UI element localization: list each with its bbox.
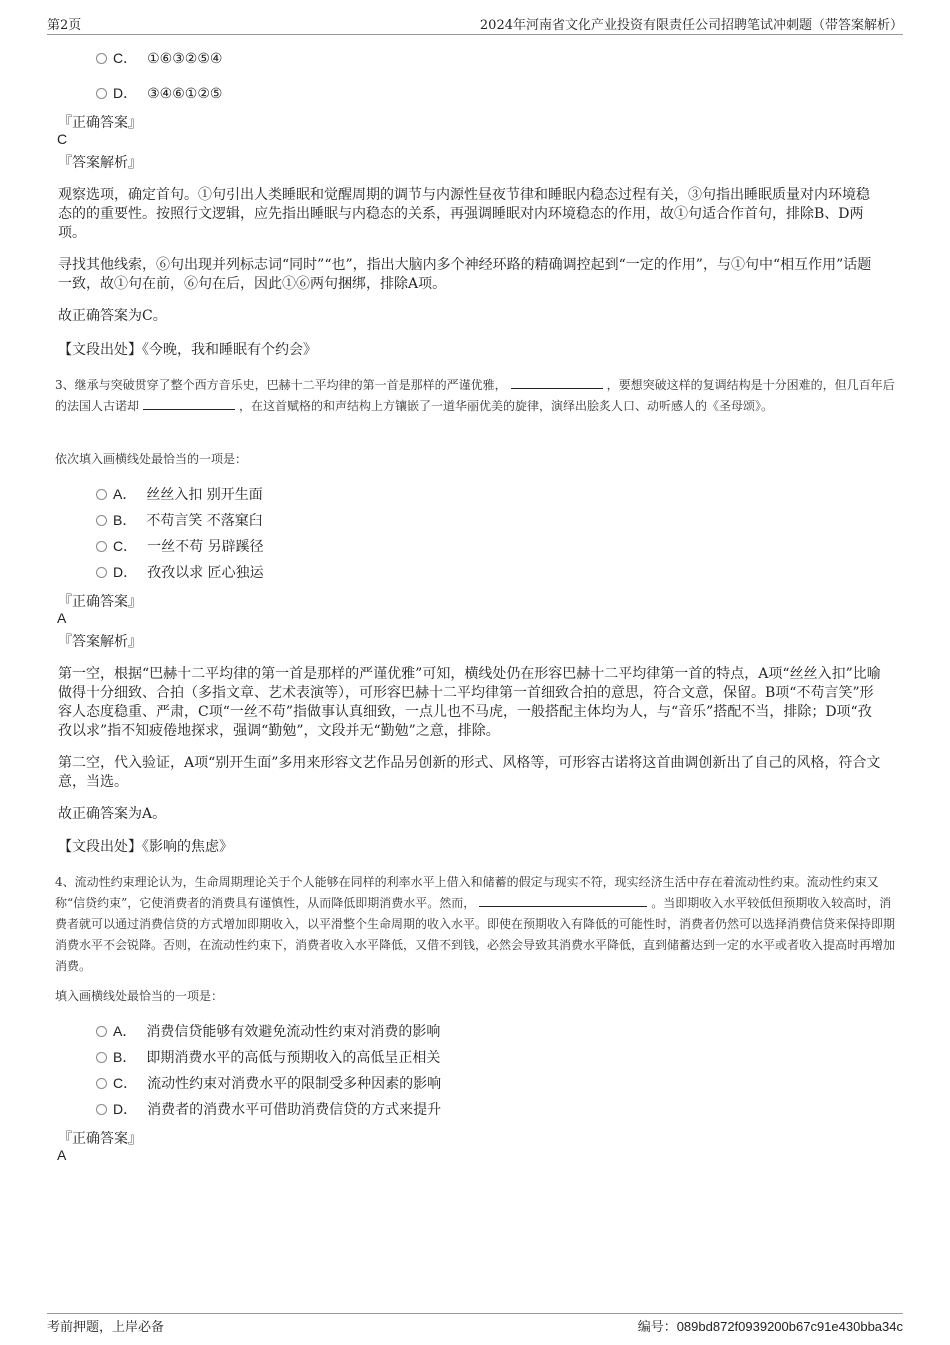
answer-value: A bbox=[57, 1147, 67, 1163]
analysis-paragraph: 观察选项，确定首句。①句引出人类睡眠和觉醒周期的调节与内源性昼夜节律和睡眠内稳态过程有关，③句指出睡眠质量对内环境稳态的的重要性。按照行文逻辑，应先指出睡眠与内稳态的关系，再强调睡眠对内环境稳态的作用，故①句适合作首句，排除B、D两项。 bbox=[58, 187, 870, 241]
radio-icon[interactable] bbox=[96, 515, 107, 526]
radio-icon[interactable] bbox=[96, 489, 107, 500]
q4-option-b[interactable]: B． 即期消费水平的高低与预期收入的高低呈正相关 bbox=[96, 1047, 440, 1067]
question-prompt: 依次填入画横线处最恰当的一项是： bbox=[55, 452, 248, 466]
analysis-label: 『答案解析』 bbox=[58, 634, 142, 650]
radio-icon[interactable] bbox=[96, 1104, 107, 1115]
fill-blank bbox=[511, 376, 603, 389]
fill-blank bbox=[143, 397, 235, 410]
q2-option-d[interactable]: D． ③④⑥①②⑤ bbox=[96, 83, 222, 103]
question-stem: 4、流动性约束理论认为，生命周期理论关于个人能够在同样的利率水平上借入和储蓄的假定与现实不符，现实经济生活中存在着流动性约束。流动性约束又称“信贷约束”，它使消费者的消费具有谨慎性，从而降低即期消费水平。然而， 。当即期收入水平较低但预期收入较高时，消费者就可以通过消费信贷的方式增加即期收入，以平滑整个生命周期的收入水平。即使在预期收入有降低的可能性时，消费者仍然可以选择消费信贷来保持即期消费水平不会锐降。否则，在流动性约束下，消费者收入水平降低，又借不到钱，必然会导致其消费水平降低，直到储蓄达到一定的水平或者收入提高时再增加消费。 bbox=[55, 875, 896, 973]
analysis-paragraph: 第二空，代入验证，A项“别开生面”多用来形容文艺作品另创新的形式、风格等，可形容古诺将这首曲调创新出了自己的风格，符合文意，当选。 bbox=[58, 755, 881, 790]
answer-value: C bbox=[57, 131, 68, 147]
q3-option-b[interactable]: B． 不苟言笑 不落窠臼 bbox=[96, 510, 263, 530]
answer-label: 『正确答案』 bbox=[58, 594, 142, 610]
analysis-label: 『答案解析』 bbox=[58, 155, 142, 171]
q4-option-c[interactable]: C． 流动性约束对消费水平的限制受多种因素的影响 bbox=[96, 1073, 441, 1093]
radio-icon[interactable] bbox=[96, 1052, 107, 1063]
answer-value: A bbox=[57, 610, 67, 626]
fill-blank bbox=[479, 894, 647, 907]
source-citation: 【文段出处】《影响的焦虑》 bbox=[58, 839, 233, 855]
q3-option-c[interactable]: C． 一丝不苟 另辟蹊径 bbox=[96, 536, 264, 556]
page-header bbox=[47, 14, 903, 35]
q2-option-c[interactable]: C． ①⑥③②⑤④ bbox=[96, 48, 222, 68]
radio-icon[interactable] bbox=[96, 1078, 107, 1089]
radio-icon[interactable] bbox=[96, 1026, 107, 1037]
q4-option-d[interactable]: D． 消费者的消费水平可借助消费信贷的方式来提升 bbox=[96, 1099, 441, 1119]
question-stem: 3、继承与突破贯穿了整个西方音乐史，巴赫十二平均律的第一首是那样的严谨优雅， ，要想突破这样的复调结构是十分困难的，但几百年后的法国人古诺却 ，在这首赋格的和声结构上方镶嵌了一道华丽优美的旋律，演绎出脍炙人口、动听感人的《圣母颂》。 bbox=[55, 378, 895, 413]
radio-icon[interactable] bbox=[96, 541, 107, 552]
radio-icon[interactable] bbox=[96, 567, 107, 578]
q3-option-d[interactable]: D． 孜孜以求 匠心独运 bbox=[96, 562, 264, 582]
analysis-conclusion: 故正确答案为C。 bbox=[58, 308, 167, 324]
footer-slogan: 考前押题，上岸必备 bbox=[47, 1320, 165, 1335]
document-title: 2024年河南省文化产业投资有限责任公司招聘笔试冲刺题（带答案解析） bbox=[479, 18, 903, 33]
answer-label: 『正确答案』 bbox=[58, 1131, 142, 1147]
question-prompt: 填入画横线处最恰当的一项是： bbox=[55, 989, 224, 1003]
answer-label: 『正确答案』 bbox=[58, 115, 142, 131]
radio-icon[interactable] bbox=[96, 53, 107, 64]
document-id: 编号：089bd872f0939200b67c91e430bba34c bbox=[637, 1319, 903, 1334]
source-citation: 【文段出处】《今晚，我和睡眠有个约会》 bbox=[58, 342, 317, 358]
analysis-conclusion: 故正确答案为A。 bbox=[58, 806, 167, 822]
q3-option-a[interactable]: A． 丝丝入扣 别开生面 bbox=[96, 484, 263, 504]
analysis-paragraph: 寻找其他线索，⑥句出现并列标志词“同时”“也”，指出大脑内多个神经环路的精确调控起到“一定的作用”，与①句中“相互作用”话题一致，故①句在前，⑥句在后，因此①⑥两句捆绑，排除A项。 bbox=[58, 257, 872, 292]
radio-icon[interactable] bbox=[96, 88, 107, 99]
page-footer bbox=[47, 1313, 903, 1336]
page-number: 第2页 bbox=[47, 18, 82, 33]
analysis-paragraph: 第一空，根据“巴赫十二平均律的第一首是那样的严谨优雅”可知，横线处仍在形容巴赫十二平均律第一首的特点，A项“丝丝入扣”比喻做得十分细致、合拍（多指文章、艺术表演等），可形容巴赫十二平均律第一首细致合拍的意思，符合文意，保留。B项“不苟言笑”形容人态度稳重、严肃，C项“一丝不苟”指做事认真细致，一点儿也不马虎，一般搭配主体均为人，与“音乐”搭配不当，排除；D项“孜孜以求”指不知疲倦地探求，强调“勤勉”，文段并无“勤勉”之意，排除。 bbox=[58, 666, 881, 739]
q4-option-a[interactable]: A． 消费信贷能够有效避免流动性约束对消费的影响 bbox=[96, 1021, 440, 1041]
